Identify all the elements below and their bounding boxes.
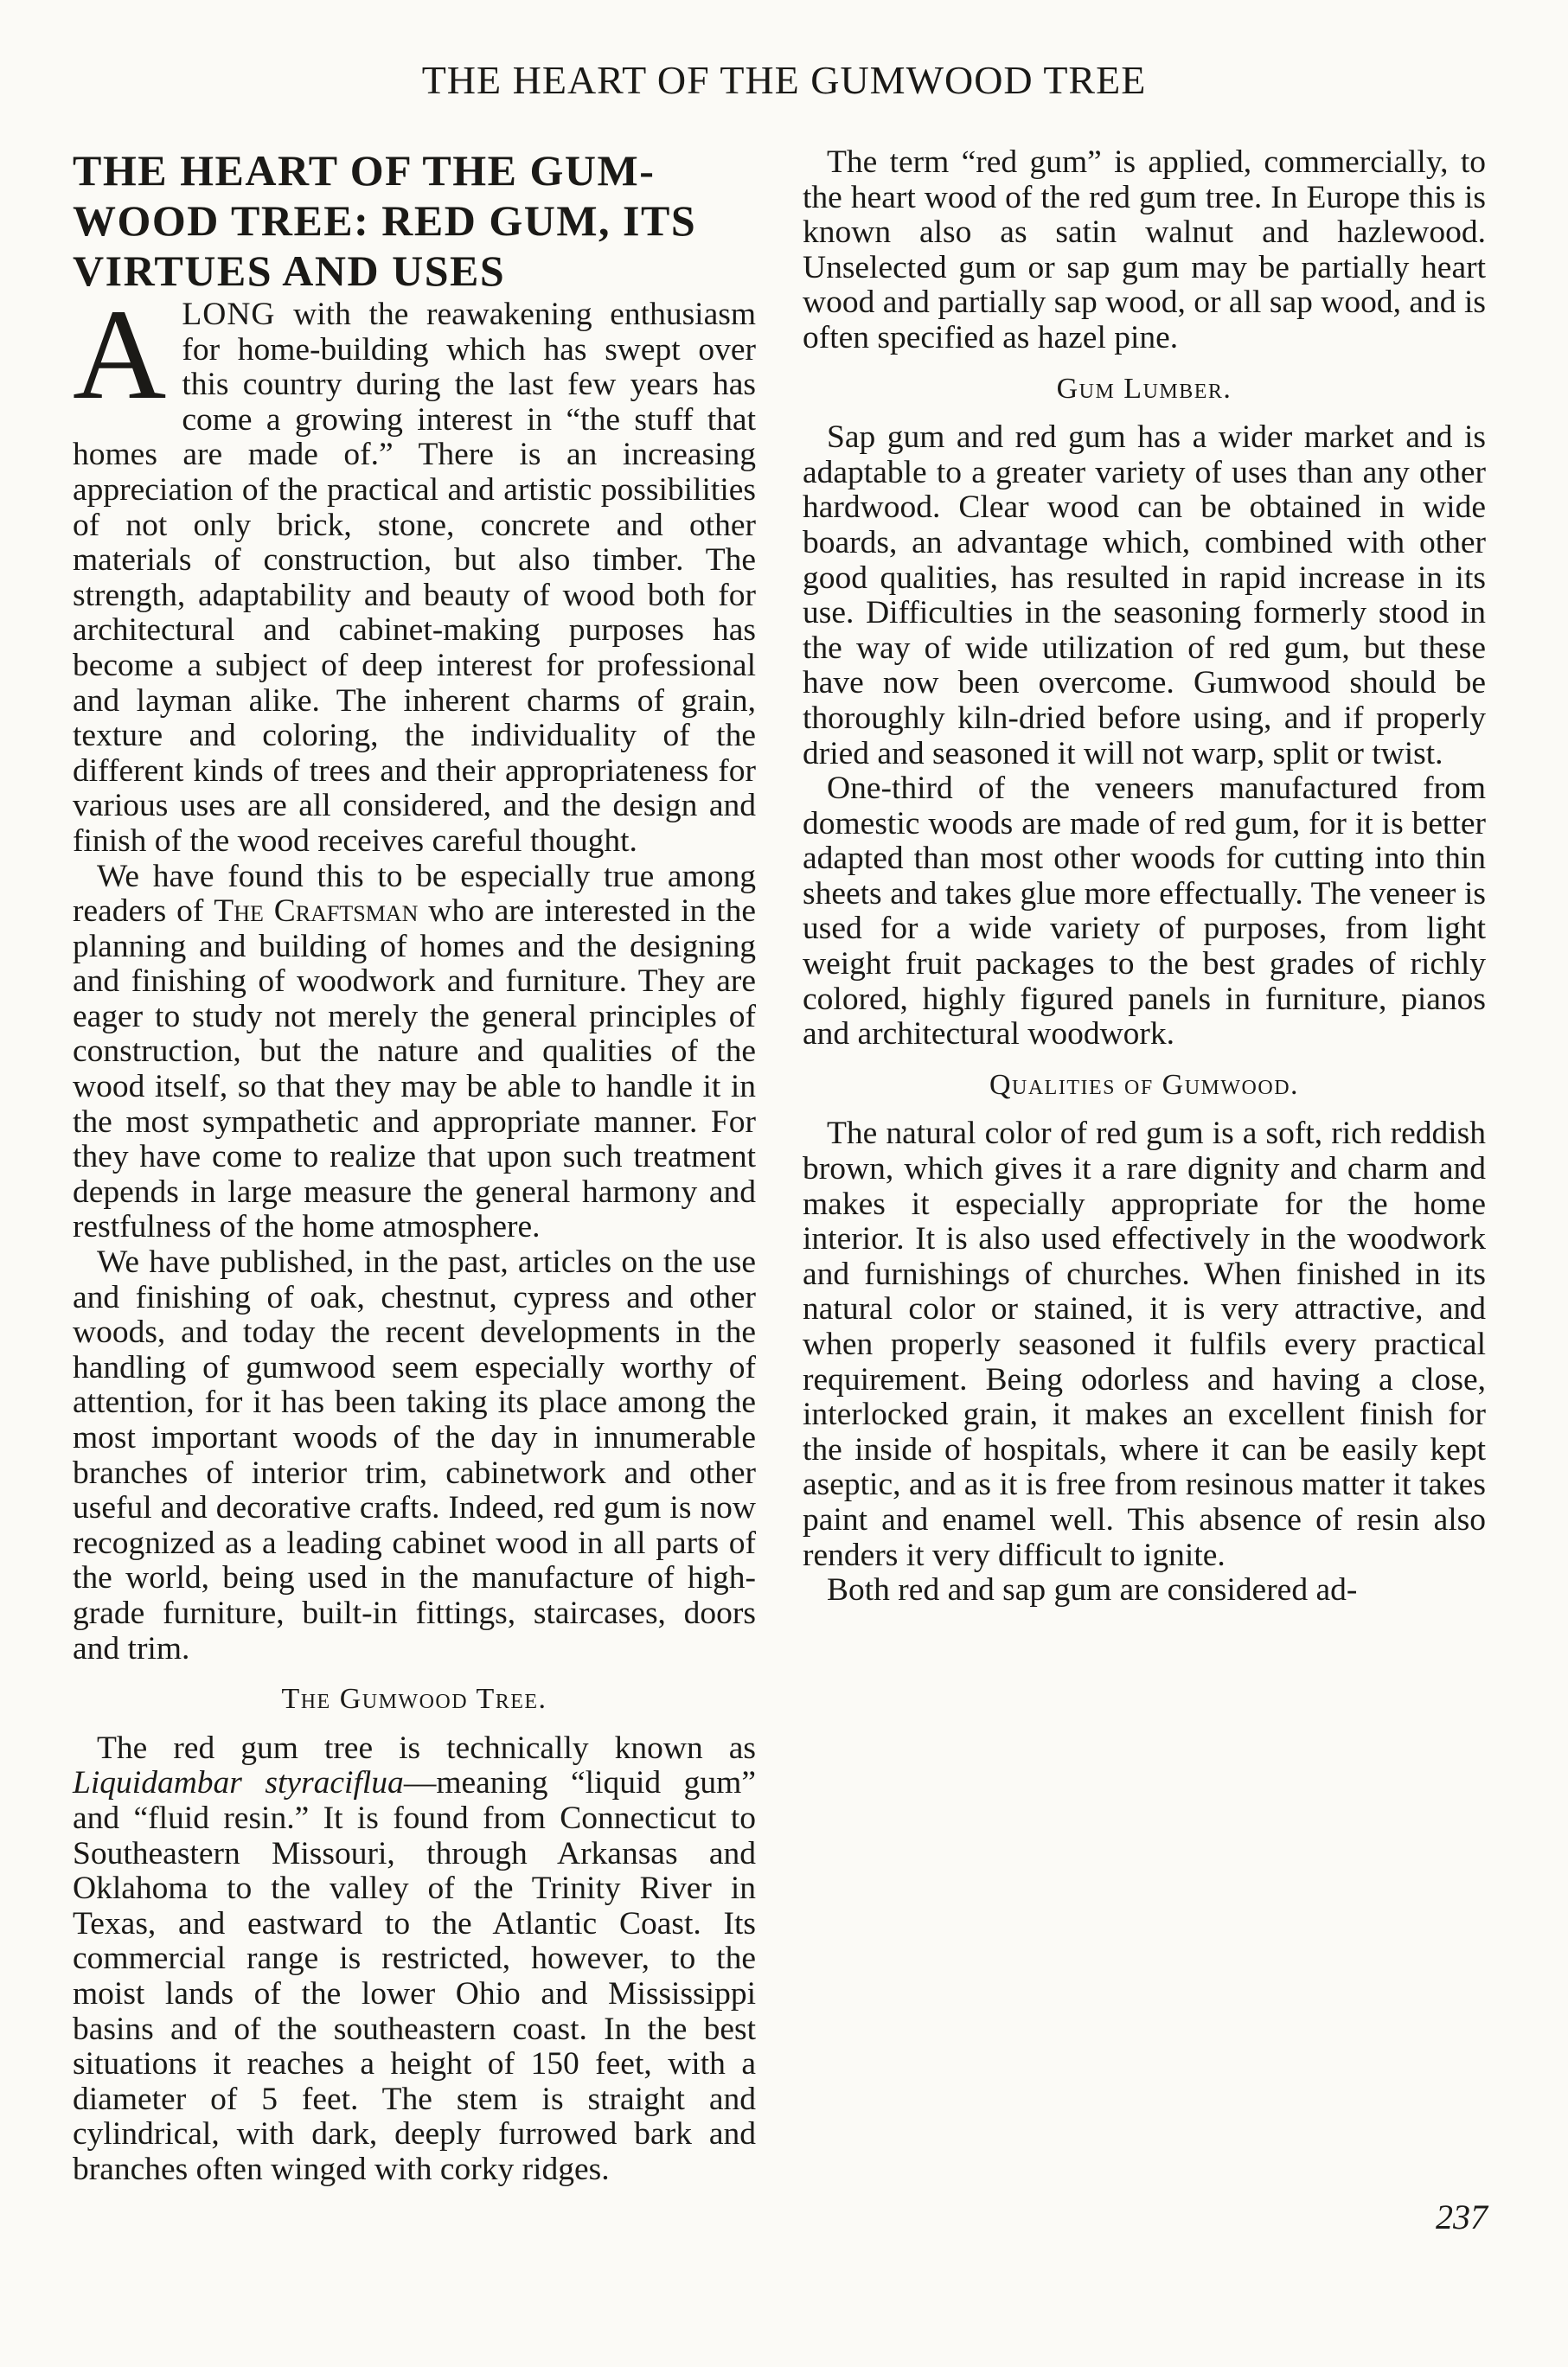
paragraph-4 — [73, 1731, 756, 2188]
paragraph-4-text-a: The red gum tree is technically known as — [97, 1730, 756, 1766]
right-column — [803, 145, 1486, 1609]
left-column — [73, 145, 756, 2187]
paragraph-4-text-b: —meaning “liquid gum” and “fluid resin.” It is found from Connecticut to Southeastern Missouri, through Arkansas and Oklahoma to the valley of the Trinity River in Texas, and eastward to the Atlantic Coast. Its commercial range is restricted, however, to the moist lands of the lower Ohio and Mississippi basins and of the southeastern coast. In the best situations it reaches a height of 150 feet, with a diameter of 5 feet. The stem is straight and cylindrical, with dark, deeply furrowed bark and branches often winged with corky ridges. — [73, 1765, 756, 2187]
page-number: 237 — [1436, 2197, 1488, 2236]
paragraph-9: Both red and sap gum are considered ad- — [827, 1572, 1358, 1609]
paragraph-5: The term “red gum” is applied, commercially, to the heart wood of the red gum tree. In Europe this is known also as satin walnut and hazlewood. Unselected gum or sap gum may be partially heart wood and partially sap wood, or all sap wood, and is often specified as hazel pine. — [803, 144, 1486, 355]
paragraph-7: One-third of the veneers manufactured from domestic woods are made of red gum, for it is better adapted than most other woods for cutting into thin sheets and takes glue more effectually. The veneer is used for a wide variety of purposes, from light weight fruit packages to the best grades of richly colored, highly figured panels in furniture, pianos and architectural woodwork. — [803, 771, 1486, 1052]
paragraph-2-text-a: We have found this to be especially true among readers of — [73, 858, 756, 930]
paragraph-1 — [73, 283, 756, 860]
article-title: THE HEART OF THE GUM-WOOD TREE: RED GUM, ITS VIRTUES AND USES — [73, 146, 697, 295]
magazine-name: The Craftsman — [214, 893, 419, 930]
paragraph-8: The natural color of red gum is a soft, rich reddish brown, which gives it a rare dignity and charm and makes it especially appropriate for the home interior. It is also used effectively in the woodwork and furnishings of churches. When finished in its natural color or stained, it is very attractive, and when properly seasoned it fulfils every practical requirement. Being odorless and having a close, interlocked grain, it makes an excellent finish for the inside of hospitals, where it can be easily kept aseptic, and as it is free from resinous matter it takes paint and enamel well. This absence of resin also renders it very difficult to ignite. — [803, 1116, 1486, 1573]
section-heading-gum-lumber: Gum Lumber. — [1056, 372, 1232, 405]
paragraph-1-text: with the reawakening enthusiasm for home-building which has swept over this country during the last few years has come a growing interest in “the stuff that homes are made of.” There is an increasing appreciation of the practical and artistic possibilities of not only brick, stone, concrete and other materials of construction, but also timber. The strength, adaptability and beauty of wood both for architectural and cabinet-making purposes has become a subject of deep interest for professional and layman alike. The inherent charms of grain, texture and coloring, the individuality of the different kinds of trees and their appropriateness for various uses are all considered, and the design and finish of the wood receives careful thought. — [73, 297, 756, 859]
running-head: THE HEART OF THE GUMWOOD TREE — [421, 58, 1147, 102]
latin-name: Liquidambar styraciflua — [73, 1765, 404, 1801]
paragraph-3: We have published, in the past, articles on the use and finishing of oak, chestnut, cypress and other woods, and today the recent developments in the handling of gumwood seem especially worthy of attention, for it has been taking its place among the most important woods of the day in innumerable branches of interior trim, cabinetwork and other useful and decorative crafts. Indeed, red gum is now recognized as a leading cabinet wood in all parts of the world, being used in the manufacture of high-grade furniture, built-in fittings, staircases, doors and trim. — [73, 1244, 756, 1666]
paragraph-2 — [73, 860, 756, 1246]
drop-cap: A — [73, 283, 167, 426]
paragraph-2-text-b: who are interested in the planning and building of homes and the designing and finishing of woodwork and furniture. They are eager to study not merely the general principles of construction, but the nature and qualities of the wood itself, so that they may be able to handle it in the most sympathetic and appropriate manner. For they have come to realize that upon such treatment depends in large measure the general harmony and restfulness of the home atmosphere. — [73, 893, 756, 1245]
paragraph-6: Sap gum and red gum has a wider market and is adaptable to a greater variety of uses than any other hardwood. Clear wood can be obtained in wide boards, an advantage which, combined with other good qualities, has resulted in rapid increase in its use. Difficulties in the seasoning formerly stood in the way of wide utilization of red gum, but these have now been overcome. Gumwood should be thoroughly kiln-dried before using, and if properly dried and seasoned it will not warp, split or twist. — [803, 419, 1486, 771]
section-heading-qualities: Qualities of Gumwood. — [989, 1068, 1300, 1101]
section-heading-gumwood-tree: The Gumwood Tree. — [281, 1683, 547, 1716]
lead-caps: LONG — [182, 297, 276, 332]
